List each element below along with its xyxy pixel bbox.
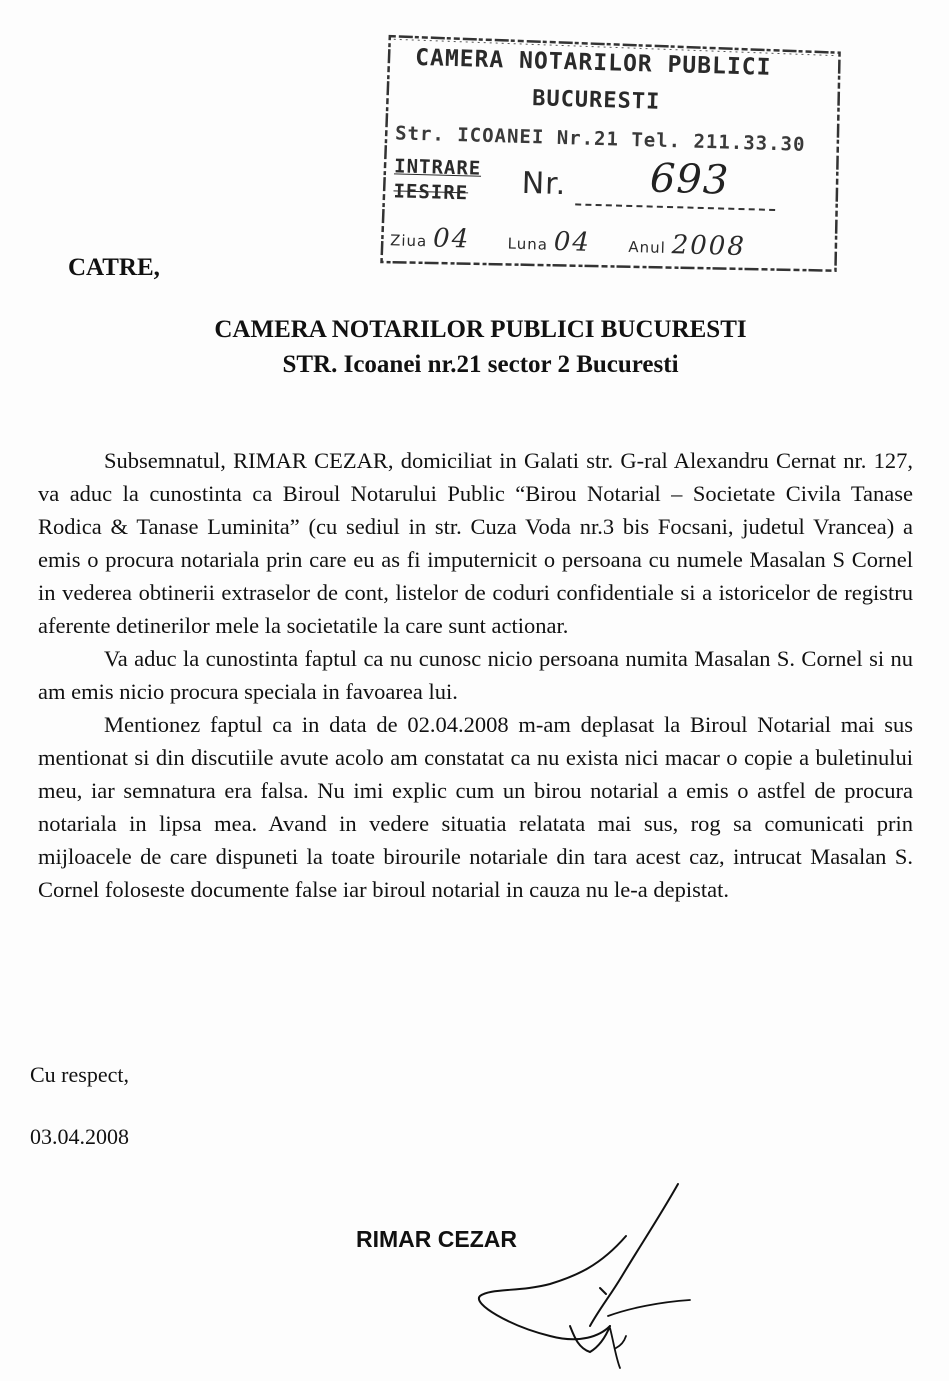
stamp-month-label: Luna (507, 234, 549, 254)
letter-body (38, 444, 913, 906)
recipient-name: CAMERA NOTARILOR PUBLICI BUCURESTI (214, 316, 747, 343)
stamp-year-label: Anul (628, 237, 667, 257)
stamp-month-value: 04 (553, 226, 592, 258)
registration-stamp (377, 30, 845, 279)
letter-date: 03.04.2008 (30, 1124, 129, 1149)
stamp-title: CAMERA NOTARILOR PUBLICI (414, 44, 772, 81)
stamp-day-label: Ziua (389, 231, 428, 251)
closing-salutation: Cu respect, (30, 1062, 129, 1087)
body-paragraph-2: Va aduc la cunostinta faptul ca nu cunosc nicio persoana numita Masalan S. Cornel si nu am emis nicio procura speciala in favoarea lui. (38, 646, 913, 704)
stamp-number-label: Nr. (521, 165, 567, 203)
stamp-exit-label: IESIRE (393, 180, 469, 205)
stamp-year-value: 2008 (671, 230, 747, 263)
body-paragraph-3: Mentionez faptul ca in data de 02.04.2008 m-am deplasat la Biroul Notarial mai sus mentionat si din discutiile avute acolo am constatat ca nu exista nici macar o copie a buletinului meu, iar semnatura era falsa. Nu imi explic cum un birou notarial a emis o astfel de procura notariala in lipsa mea. Avand in vedere situatia relatata mai sus, rog sa comunicati prin mijloacele de care dispuneti la toate birourile notariale din tara acest caz, intrucat Masalan S. Cornel foloseste documente false iar biroul notarial in cauza nu le-a depistat. (38, 712, 913, 902)
signer-name: RIMAR CEZAR (356, 1226, 517, 1252)
handwritten-signature (450, 1176, 710, 1376)
stamp-address: Str. ICOANEI Nr.21 Tel. 211.33.30 (394, 122, 806, 156)
stamp-day-value: 04 (432, 223, 471, 255)
body-paragraph-1: Subsemnatul, RIMAR CEZAR, domiciliat in Galati str. G-ral Alexandru Cernat nr. 127, va aduc la cunostinta ca Biroul Notarului Public “Birou Notarial – Societate Civila Tanase Rodica & Tanase Luminita” (cu sediul in str. Cuza Voda nr.3 bis Focsani, judetul Vrancea) a emis o procura notariala prin care eu as fi imputernicit o persoana cu numele Masalan S Cornel in vederea obtinerii extraselor de cont, listelor de coduri confidentiale si a istoricelor de registru aferente detinerilor mele la societatile la care sunt actionar. (38, 448, 913, 638)
stamp-city: BUCURESTI (531, 86, 661, 115)
stamp-registration-number: 693 (649, 155, 730, 204)
stamp-entry-label: INTRARE (393, 155, 482, 180)
recipient-address: STR. Icoanei nr.21 sector 2 Bucuresti (282, 351, 679, 378)
addressee-heading: CATRE, (68, 254, 160, 281)
